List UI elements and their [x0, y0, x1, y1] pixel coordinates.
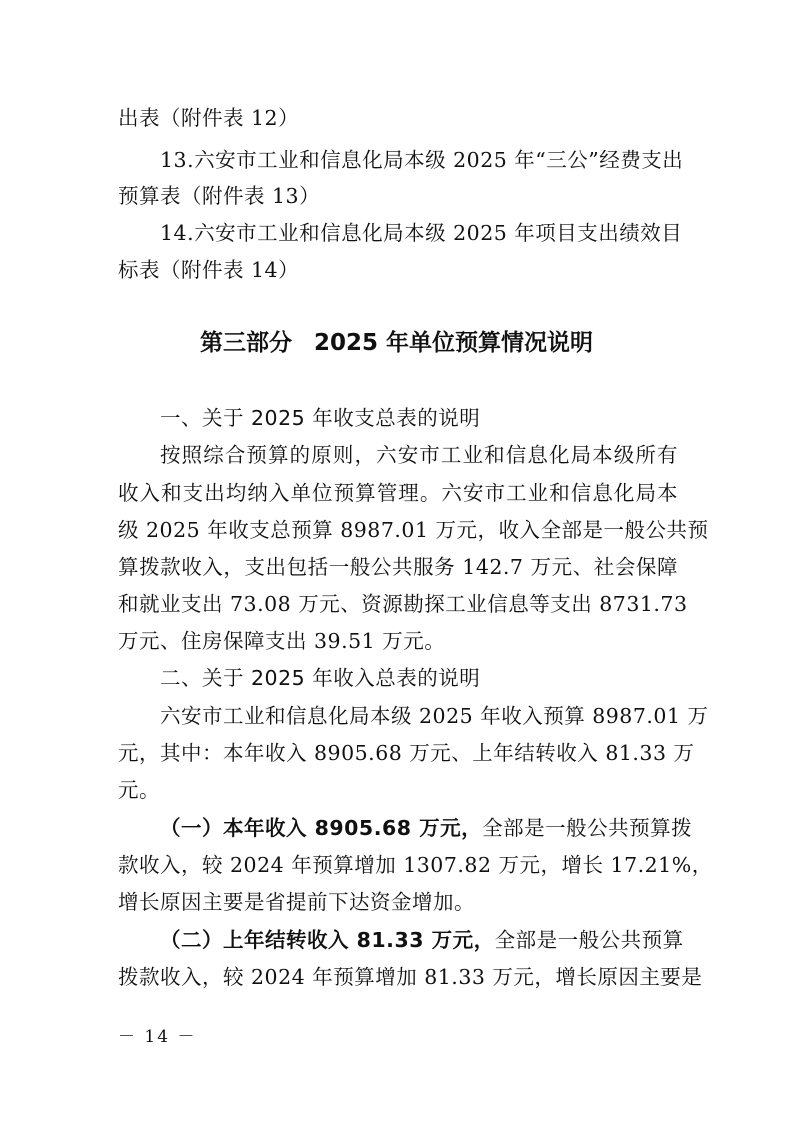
- paragraph-line: 款收入，较 2024 年预算增加 1307.82 万元，增长 17.21%，: [118, 853, 713, 877]
- subsection-title: （一）本年收入 8905.68 万元，: [160, 816, 483, 840]
- page-number: － 14 －: [118, 1027, 197, 1047]
- paragraph-line: 六安市工业和信息化局本级 2025 年收入预算 8987.01 万: [160, 704, 709, 728]
- text-line: 标表（附件表 14）: [118, 258, 300, 282]
- part-title: 2025 年单位预算情况说明: [313, 330, 594, 356]
- subsection-line: [160, 928, 684, 952]
- section-heading: 二、关于 2025 年收入总表的说明: [160, 666, 481, 690]
- subsection-text: 全部是一般公共预算拨: [482, 816, 693, 840]
- subsection-line: [160, 816, 693, 840]
- part-label: 第三部分: [199, 330, 292, 356]
- text-line: 13.六安市工业和信息化局本级 2025 年“三公”经费支出: [160, 148, 684, 172]
- text-line: 出表（附件表 12）: [118, 106, 300, 130]
- paragraph-line: 算拨款收入，支出包括一般公共服务 142.7 万元、社会保障: [118, 555, 678, 579]
- paragraph-line: 拨款收入，较 2024 年预算增加 81.33 万元，增长原因主要是: [118, 965, 703, 989]
- text-line: 14.六安市工业和信息化局本级 2025 年项目支出绩效目: [160, 221, 683, 245]
- subsection-title: （二）上年结转收入 81.33 万元，: [160, 928, 495, 952]
- paragraph-line: 元。: [118, 778, 160, 802]
- paragraph-line: 级 2025 年收支总预算 8987.01 万元，收入全部是一般公共预: [118, 518, 709, 542]
- text-line: 预算表（附件表 13）: [118, 184, 321, 208]
- paragraph-line: 万元、住房保障支出 39.51 万元。: [118, 629, 446, 653]
- subsection-text: 全部是一般公共预算: [494, 928, 684, 952]
- paragraph-line: 按照综合预算的原则，六安市工业和信息化局本级所有: [160, 443, 678, 467]
- paragraph-line: 和就业支出 73.08 万元、资源勘探工业信息等支出 8731.73: [118, 592, 688, 616]
- paragraph-line: 增长原因主要是省提前下达资金增加。: [118, 890, 475, 914]
- section-heading: 一、关于 2025 年收支总表的说明: [160, 406, 481, 430]
- paragraph-line: 元，其中：本年收入 8905.68 万元、上年结转收入 81.33 万: [118, 741, 695, 765]
- paragraph-line: 收入和支出均纳入单位预算管理。六安市工业和信息化局本: [118, 481, 678, 505]
- part-heading: [0, 330, 793, 356]
